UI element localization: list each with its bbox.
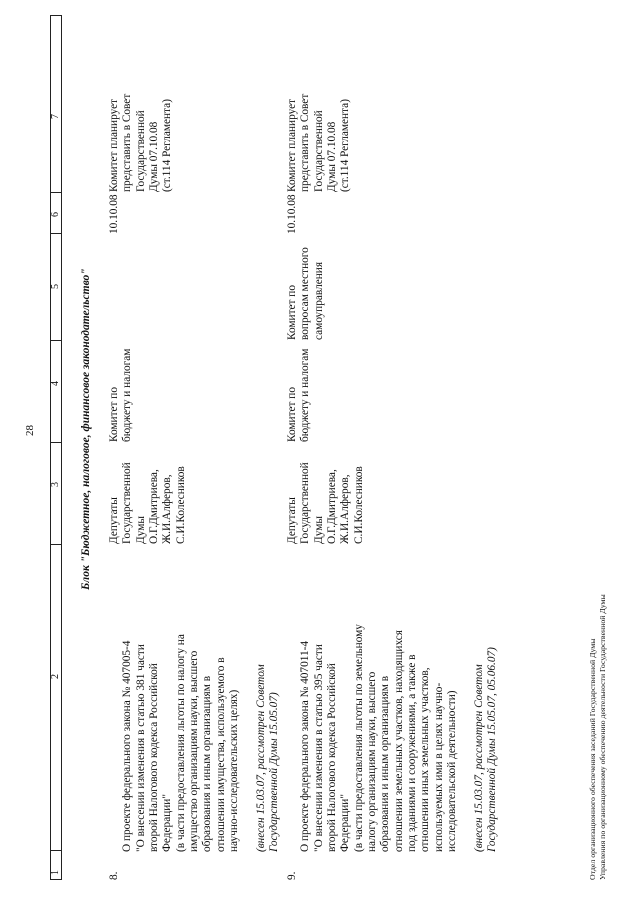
footer: [588, 594, 607, 880]
column-number: 2: [50, 674, 61, 679]
bill-title: О проекте федерального закона № 407005-4 "О внесении изменения в статью 381 части второй Налогового кодекса Российской Федерации" (в части предоставления льготы по налогу на имущество организациям науки, высшего образования и иным организациям в отношении имущества, используемого в научно-исследовательских целях) (внесен 15.03.07, рассмотрен Советом Государственной Думы 15.05.07): [121, 634, 280, 852]
block-title: Блок "Бюджетное, налоговое, финансовое законодательство": [80, 268, 92, 590]
column-number: 6: [50, 212, 61, 217]
row-number: 9.: [286, 871, 298, 880]
page-number: 28: [24, 425, 36, 436]
responsible-committee: Комитет по бюджету и налогам: [108, 348, 134, 442]
column-number: 1: [50, 870, 61, 875]
column-number: 3: [50, 482, 61, 487]
document-sheet: [50, 15, 620, 880]
note: Комитет планирует представить в Совет Государственной Думы 07.10.08 (ст.114 Регламента): [108, 93, 174, 192]
column-number: 7: [50, 114, 61, 119]
column-number: 4: [50, 381, 61, 386]
row-number: 8.: [108, 871, 120, 880]
column-number-row: [50, 15, 62, 880]
co-committee: Комитет по вопросам местного самоуправления: [286, 247, 325, 340]
responsible-committee: Комитет по бюджету и налогам: [286, 348, 312, 442]
date: 10.10.08: [286, 194, 298, 234]
date: 10.10.08: [108, 194, 120, 234]
footer-line: Управления по организационному обеспечению деятельности Государственной Думы: [597, 594, 607, 880]
authors: Депутаты Государственной Думы О.Г.Дмитриева, Ж.И.Алферов, С.И.Колесников: [286, 462, 365, 544]
authors: Депутаты Государственной Думы О.Г.Дмитриева, Ж.И.Алферов, С.И.Колесников: [108, 462, 187, 544]
note: Комитет планирует представить в Совет Государственной Думы 07.10.08 (ст.114 Регламента): [286, 93, 352, 192]
footer-line: Отдел организационного обеспечения заседаний Государственной Думы: [588, 638, 597, 880]
column-number: 5: [50, 284, 61, 289]
bill-title: О проекте федерального закона № 407011-4 "О внесении изменения в статью 395 части второй Налогового кодекса Российской Федерации" (в части предоставления льготы по земельному налогу организациям науки, высшего образования и иным организациям в отношении земельных участков, находящихся под зданиями и сооружениями, а также в отношении иных земельных участков, используемых ими в целях научно- исследовательской деятельности) (внесен 15.03.07, рассмотрен Советом Государственной Думы 15.05.07, 05.06.07): [299, 624, 498, 852]
